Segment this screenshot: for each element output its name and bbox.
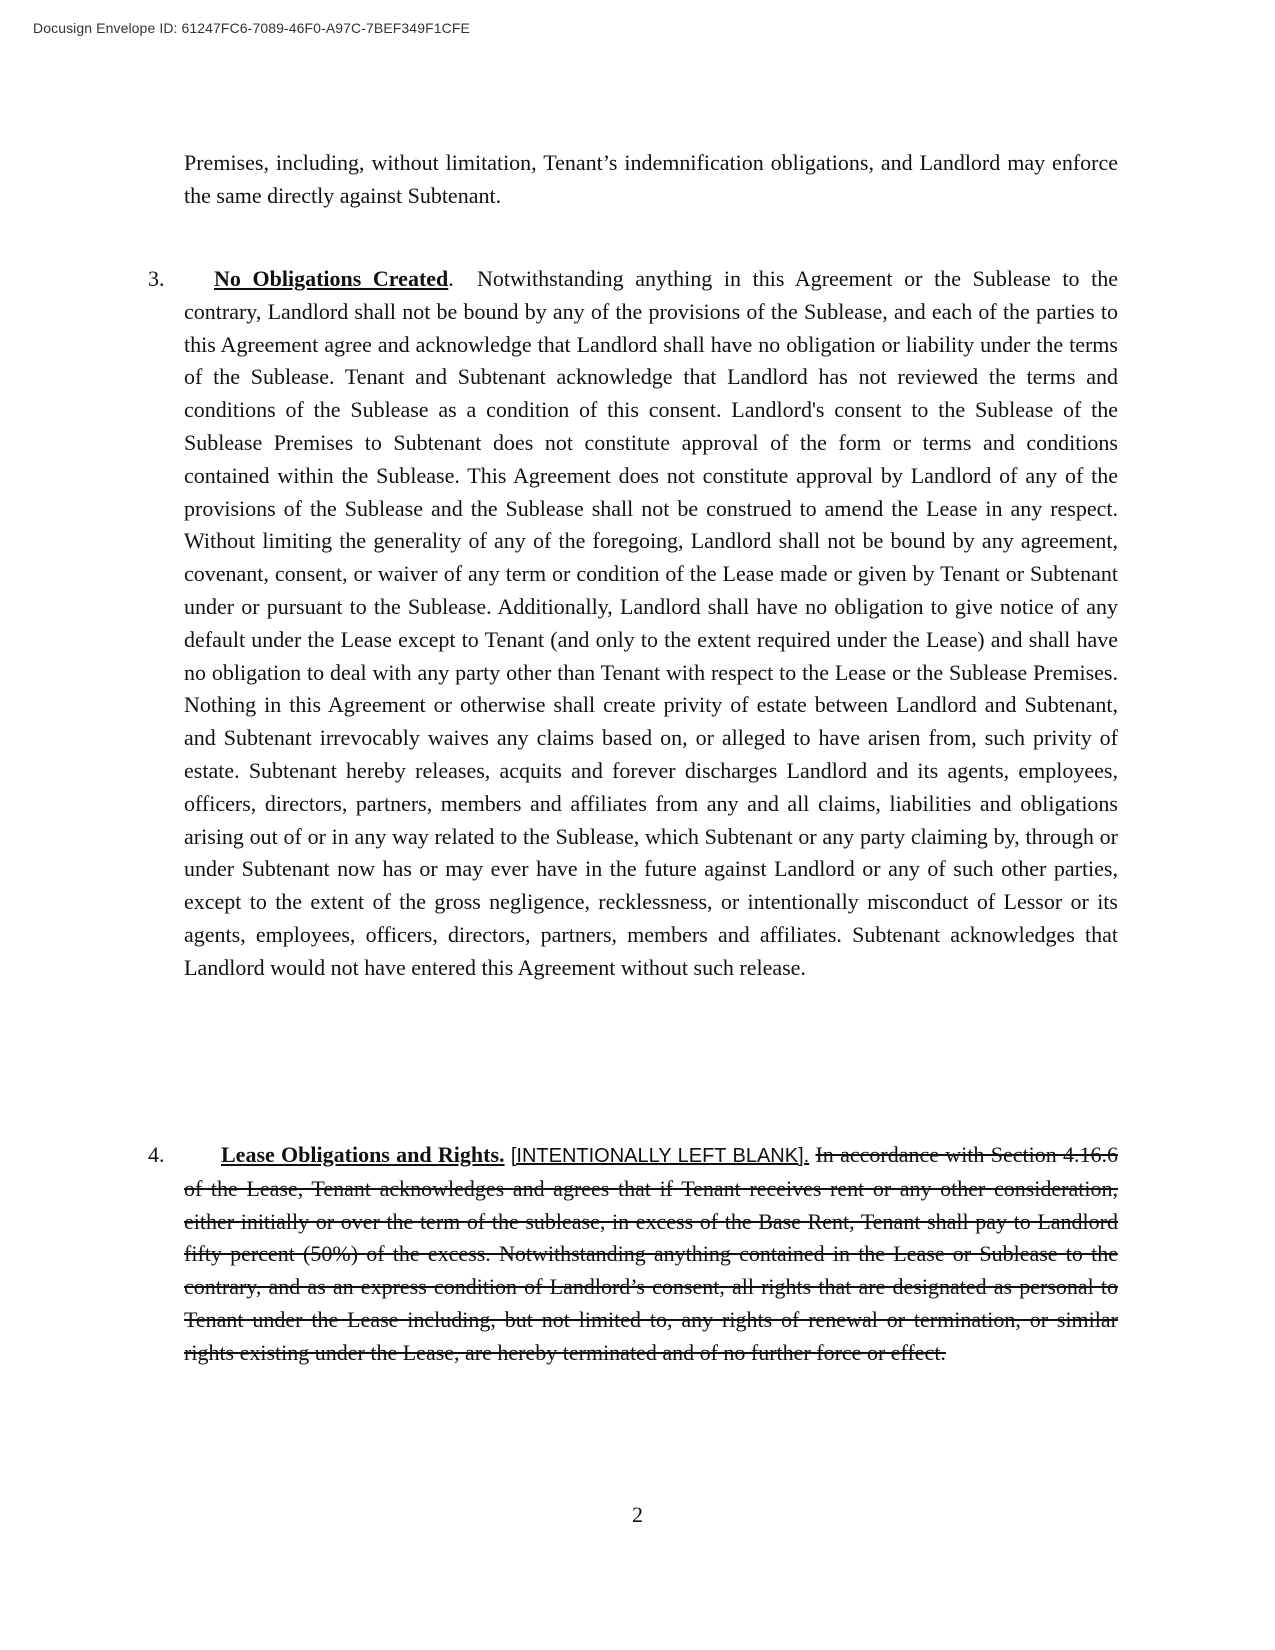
section-4-blank-note: [INTENTIONALLY LEFT BLANK]. [510, 1145, 810, 1167]
section-3-paragraph [184, 263, 1118, 985]
section-4-number: 4. [148, 1142, 165, 1167]
section-4-struck-text: In accordance with Section 4.16.6 of the Lease, Tenant acknowledges and agrees that if Tenant receives rent or any other consideration, either initially or over the term of the sublease, in excess of the Base Rent, Tenant shall pay to Landlord fifty percent (50%) of the excess. Notwithstanding anything contained in the Lease or Sublease to the contrary, and as an express condition of Landlord’s consent, all rights that are designated as personal to Tenant under the Lease including, but not limited to, any rights of renewal or termination, or similar rights existing under the Lease, are hereby terminated and of no further force or effect. [184, 1142, 1118, 1365]
section-3-number: 3. [148, 266, 165, 291]
section-3-body: Notwithstanding anything in this Agreement or the Sublease to the contrary, Landlord shall not be bound by any of the provisions of the Sublease, and each of the parties to this Agreement agree and acknowledge that Landlord shall have no obligation or liability under the terms of the Sublease. Tenant and Subtenant acknowledge that Landlord has not reviewed the terms and conditions of the Sublease as a condition of this consent. Landlord's consent to the Sublease of the Sublease Premises to Subtenant does not constitute approval of the form or terms and conditions contained within the Sublease. This Agreement does not constitute approval by Landlord of any of the provisions of the Sublease and the Sublease shall not be construed to amend the Lease in any respect. Without limiting the generality of any of the foregoing, Landlord shall not be bound by any agreement, covenant, consent, or waiver of any term or condition of the Lease made or given by Tenant or Subtenant under or pursuant to the Sublease. Additionally, Landlord shall have no obligation to give notice of any default under the Lease except to Tenant (and only to the extent required under the Lease) and shall have no obligation to deal with any party other than Tenant with respect to the Lease or the Sublease Premises. Nothing in this Agreement or otherwise shall create privity of estate between Landlord and Subtenant, and Subtenant irrevocably waives any claims based on, or alleged to have arisen from, such privity of estate. Subtenant hereby releases, acquits and forever discharges Landlord and its agents, employees, officers, directors, partners, members and affiliates from any and all claims, liabilities and obligations arising out of or in any way related to the Sublease, which Subtenant or any party claiming by, through or under Subtenant now has or may ever have in the future against Landlord or any of such other parties, except to the extent of the gross negligence, recklessness, or intentionally misconduct of Lessor or its agents, employees, officers, directors, partners, members and affiliates. Subtenant acknowledges that Landlord would not have entered this Agreement without such release. [184, 266, 1119, 980]
section-4-paragraph [184, 1139, 1118, 1370]
section-4-heading: Lease Obligations and Rights. [221, 1142, 505, 1167]
section-3-heading-punct: . [448, 266, 454, 291]
section-3-heading: No Obligations Created [214, 266, 449, 291]
page-number: 2 [632, 1502, 643, 1527]
envelope-id-header: Docusign Envelope ID: 61247FC6-7089-46F0-A97C-7BEF349F1CFE [33, 20, 470, 36]
intro-paragraph: Premises, including, without limitation, Tenant’s indemnification obligations, and Landlord may enforce the same directly against Subtenant. [184, 150, 1118, 208]
